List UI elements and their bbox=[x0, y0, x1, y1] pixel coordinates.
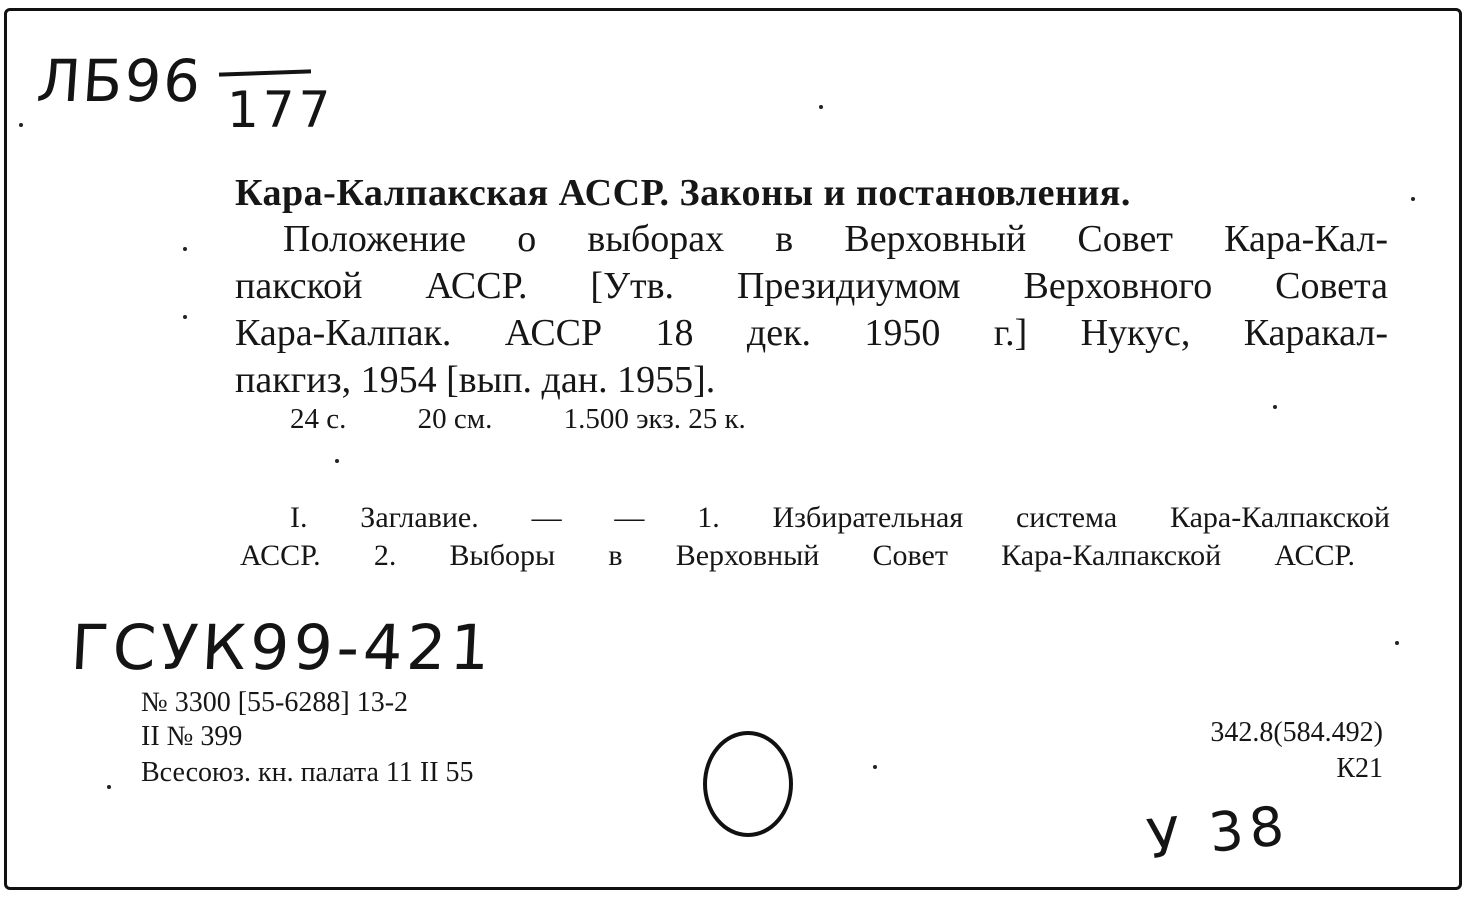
classification-code: 342.8(584.492) bbox=[1210, 717, 1383, 748]
speck bbox=[183, 315, 187, 319]
inventory-number: ГСУК99-421 bbox=[69, 611, 496, 684]
title-line-4: пакгиз, 1954 [вып. дан. 1955]. bbox=[235, 359, 716, 401]
stamp-circle bbox=[703, 731, 793, 837]
tracing-line-1: I. Заглавие. — — 1. Избирательная система Кара-Калпакской bbox=[290, 501, 1390, 534]
catalog-card bbox=[4, 8, 1462, 890]
print-run-price: 1.500 экз. 25 к. bbox=[563, 403, 746, 435]
size: 20 см. bbox=[417, 403, 493, 435]
pages: 24 с. bbox=[290, 403, 347, 435]
shelf-mark-fraction bbox=[219, 59, 335, 141]
speck bbox=[819, 105, 823, 109]
fraction-bar bbox=[219, 69, 311, 76]
speck bbox=[1395, 641, 1399, 645]
shelf-mark: ЛБ96 bbox=[34, 47, 205, 115]
title-line-1: Положение о выборах в Верховный Совет Кара-Кал- bbox=[283, 218, 1388, 260]
speck bbox=[1411, 197, 1415, 201]
speck bbox=[1273, 405, 1277, 409]
publication-line-3: Всесоюз. кн. палата 11 II 55 bbox=[141, 757, 474, 788]
publication-line-2: II № 399 bbox=[141, 721, 243, 752]
speck bbox=[19, 123, 23, 127]
margin-note: У 38 bbox=[1144, 793, 1293, 872]
shelf-mark-fraction-number: 177 bbox=[227, 81, 335, 139]
author-mark: К21 bbox=[1336, 753, 1383, 784]
tracing-line-2: АССР. 2. Выборы в Верховный Совет Кара-Калпакской АССР. bbox=[240, 539, 1355, 572]
speck bbox=[873, 765, 877, 769]
speck bbox=[183, 247, 187, 251]
title-line-2: пакской АССР. [Утв. Президиумом Верховного Совета bbox=[235, 265, 1388, 307]
publication-line-1: № 3300 [55-6288] 13-2 bbox=[141, 687, 409, 718]
title-line-3: Кара-Калпак. АССР 18 дек. 1950 г.] Нукус, Каракал- bbox=[235, 312, 1388, 354]
speck bbox=[335, 459, 339, 463]
speck bbox=[107, 785, 111, 789]
collation-line bbox=[290, 403, 810, 436]
record-heading: Кара-Калпакская АССР. Законы и постановления. bbox=[235, 172, 1131, 214]
